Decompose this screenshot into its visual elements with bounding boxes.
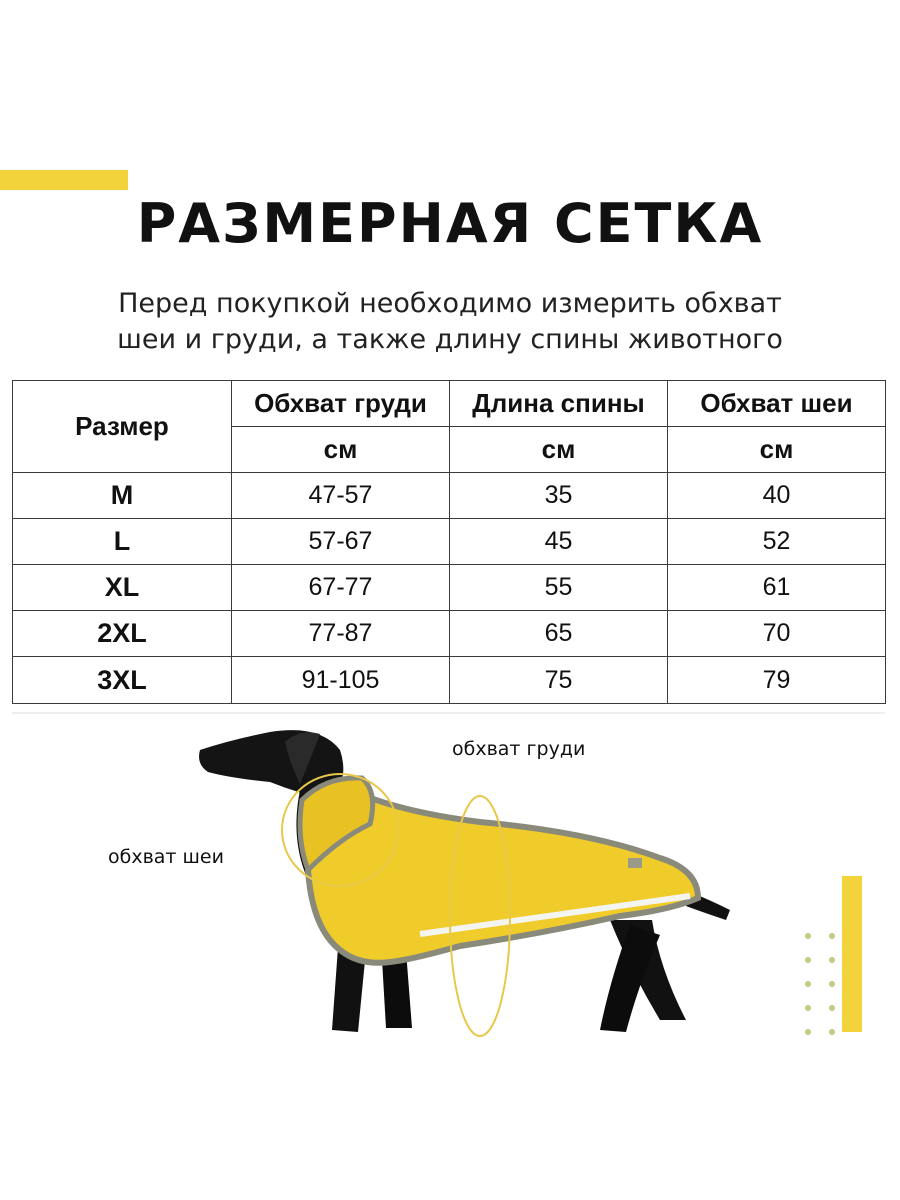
size-cell: 3XL <box>13 657 232 704</box>
back-unit: см <box>450 427 668 473</box>
neck-cell: 61 <box>668 565 886 611</box>
neck-header: Обхват шеи <box>668 381 886 427</box>
page-title: РАЗМЕРНАЯ СЕТКА <box>136 192 764 255</box>
size-table <box>12 380 886 704</box>
back-cell: 45 <box>450 519 668 565</box>
table-row <box>13 565 886 611</box>
size-cell: 2XL <box>13 611 232 657</box>
size-cell: M <box>13 473 232 519</box>
dog-in-raincoat-illustration <box>190 720 750 1040</box>
chest-cell: 57-67 <box>232 519 450 565</box>
neck-girth-label: обхват шеи <box>108 846 224 868</box>
chest-unit: см <box>232 427 450 473</box>
table-row <box>13 519 886 565</box>
chest-cell: 77-87 <box>232 611 450 657</box>
neck-cell: 40 <box>668 473 886 519</box>
chest-header: Обхват груди <box>232 381 450 427</box>
table-header-row <box>13 381 886 427</box>
back-cell: 55 <box>450 565 668 611</box>
subtitle <box>40 286 860 358</box>
accent-bar <box>0 170 128 190</box>
table-row <box>13 657 886 704</box>
neck-cell: 79 <box>668 657 886 704</box>
back-cell: 75 <box>450 657 668 704</box>
chest-cell: 91-105 <box>232 657 450 704</box>
raincoat-tab <box>628 858 642 868</box>
back-header: Длина спины <box>450 381 668 427</box>
chest-cell: 47-57 <box>232 473 450 519</box>
size-header: Размер <box>13 381 232 473</box>
size-cell: XL <box>13 565 232 611</box>
neck-cell: 52 <box>668 519 886 565</box>
subtitle-line-2: шеи и груди, а также длину спины животного <box>117 324 783 355</box>
back-cell: 35 <box>450 473 668 519</box>
back-cell: 65 <box>450 611 668 657</box>
neck-unit: см <box>668 427 886 473</box>
chest-cell: 67-77 <box>232 565 450 611</box>
table-row <box>13 611 886 657</box>
divider <box>12 712 885 714</box>
size-cell: L <box>13 519 232 565</box>
chest-girth-label: обхват груди <box>452 738 586 760</box>
decorative-dots <box>800 928 850 1038</box>
table-row <box>13 473 886 519</box>
subtitle-line-1: Перед покупкой необходимо измерить обхват <box>118 288 782 319</box>
neck-cell: 70 <box>668 611 886 657</box>
